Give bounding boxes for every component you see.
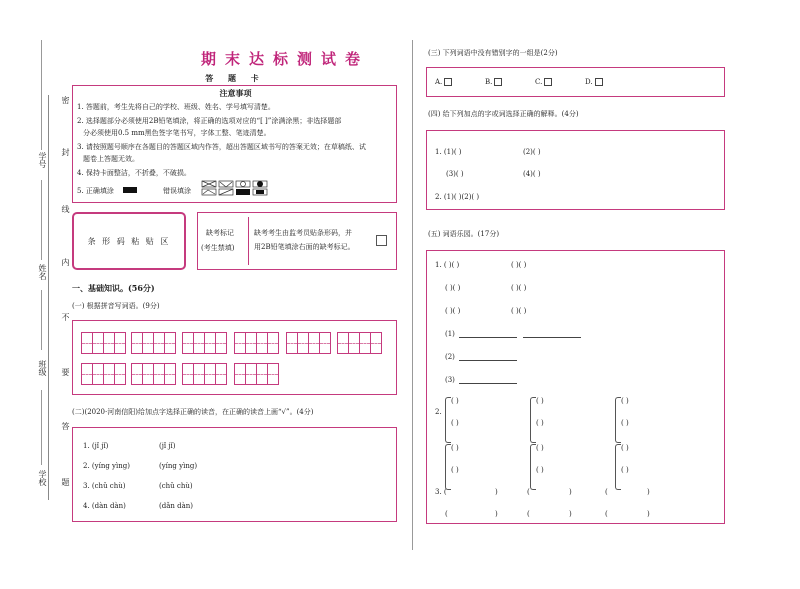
notice-box xyxy=(72,85,397,203)
q5-paren-close: ) xyxy=(647,510,650,518)
q5-row: ( )( ) xyxy=(511,307,527,315)
q5-paren-close: ) xyxy=(495,488,498,496)
q4-row: (4)( ) xyxy=(523,170,541,178)
student-id-label: 学号 xyxy=(38,152,47,168)
q2-row: (jǐ jǐ) xyxy=(159,442,176,450)
q5-title: (五) 词语乐园。(17分) xyxy=(428,230,500,238)
notice-item: 3. 请按照题号顺序在各题目的答题区域内作答，超出答题区域书写的答案无效；在草稿纸、试 xyxy=(77,143,366,151)
q4-row: 1. (1)( ) xyxy=(435,148,462,156)
barcode-label: 条 形 码 粘 贴 区 xyxy=(87,237,171,246)
q5-paren: ( ) xyxy=(451,444,459,452)
binding-mark: 内 xyxy=(61,258,70,266)
q5-q2-label: 2. xyxy=(435,408,442,416)
q5-paren-open: ( xyxy=(605,510,608,518)
absent-mark-box[interactable] xyxy=(376,235,387,246)
pinyin-grid[interactable] xyxy=(131,363,176,385)
notice-title: 注意事项 xyxy=(219,88,252,98)
q2-row: 1. (jǐ jǐ) xyxy=(83,442,109,450)
pinyin-grid[interactable] xyxy=(182,363,227,385)
absent-box xyxy=(197,212,397,270)
q5-paren-open: ( xyxy=(527,510,530,518)
q1-title: (一) 根据拼音写词语。(9分) xyxy=(72,302,160,310)
section1-heading: 一、基础知识。(56分) xyxy=(72,283,155,293)
option-a[interactable]: A. xyxy=(435,78,452,86)
checkbox-icon xyxy=(494,78,502,86)
binding-mark: 要 xyxy=(61,368,70,376)
q5-row: 1. ( )( ) xyxy=(435,261,460,269)
q4-title: (四) 给下列加点的字或词选择正确的解释。(4分) xyxy=(428,110,579,118)
notice-item: 2. 选择题部分必须使用2B铅笔填涂，将正确的选项对应的“[ ]”涂满涂黑；非选择题部 xyxy=(77,117,342,125)
option-c[interactable]: C. xyxy=(535,78,552,86)
notice-item: 分必须使用0.5 mm黑色签字笔书写，字体工整、笔迹清楚。 xyxy=(83,129,271,137)
binding-line xyxy=(48,95,49,500)
q5-paren: ( ) xyxy=(451,466,459,474)
option-b[interactable]: B. xyxy=(485,78,502,86)
pinyin-grid[interactable] xyxy=(337,332,382,354)
school-label: 学校 xyxy=(38,470,47,486)
absent-text: 缺考考生由监考员贴条形码，并 xyxy=(254,229,352,237)
q3-answer-box xyxy=(426,67,725,97)
pinyin-grid[interactable] xyxy=(286,332,331,354)
checkbox-icon xyxy=(544,78,552,86)
absent-label: 缺考标记 xyxy=(206,229,234,237)
absent-sublabel: (考生禁填) xyxy=(201,244,235,252)
pinyin-grid[interactable] xyxy=(81,363,126,385)
q5-row: ( )( ) xyxy=(511,261,527,269)
q2-row: 2. (yíng yìng) xyxy=(83,462,130,470)
q5-paren-open: ( xyxy=(445,510,448,518)
q5-paren: ( ) xyxy=(536,444,544,452)
binding-mark: 线 xyxy=(61,205,70,213)
binding-mark: 不 xyxy=(61,313,70,321)
q2-row: (dǎn dàn) xyxy=(159,502,194,510)
q3-title: (三) 下列词语中没有错别字的一组是(2分) xyxy=(428,49,558,57)
q2-answer-box xyxy=(72,427,397,522)
q2-row: 3. (chǔ chù) xyxy=(83,482,126,490)
binding-mark: 密 xyxy=(61,96,70,104)
q5-q3-label: 3. ( xyxy=(435,488,447,496)
absent-text: 用2B铅笔填涂右面的缺考标记。 xyxy=(254,243,355,251)
q5-paren: ( ) xyxy=(451,397,459,405)
fill-line xyxy=(41,40,42,150)
notice-item: 1. 答题前，考生先将自己的学校、班级、姓名、学号填写清楚。 xyxy=(77,103,275,111)
q5-paren-close: ) xyxy=(495,510,498,518)
checkbox-icon xyxy=(444,78,452,86)
option-d[interactable]: D. xyxy=(585,78,603,86)
q5-paren-open: ( xyxy=(605,488,608,496)
q2-title: (二)(2020·河南信阳)给加点字选择正确的读音，在正确的读音上画“√”。(4分) xyxy=(72,408,314,416)
pinyin-grid[interactable] xyxy=(81,332,126,354)
q5-paren: ( ) xyxy=(621,419,629,427)
q5-row: ( )( ) xyxy=(445,307,461,315)
q5-row: ( )( ) xyxy=(511,284,527,292)
page-title: 期末达标测试卷 xyxy=(200,50,369,68)
q5-paren: ( ) xyxy=(536,397,544,405)
q5-paren: ( ) xyxy=(621,444,629,452)
notice-item: 4. 保持卡面整洁，不折叠，不破损。 xyxy=(77,169,191,177)
absent-divider xyxy=(248,217,249,265)
q5-paren: ( ) xyxy=(451,419,459,427)
q5-sub: (3) xyxy=(445,376,517,384)
checkbox-icon xyxy=(595,78,603,86)
q2-row: (chǔ chù) xyxy=(159,482,193,490)
page-subtitle: 答 题 卡 xyxy=(205,73,265,83)
q5-paren: ( ) xyxy=(621,397,629,405)
q5-sub: (2) xyxy=(445,353,517,361)
q5-paren-close: ) xyxy=(569,488,572,496)
wrong-fill-label: 错误填涂 xyxy=(163,187,191,195)
column-divider xyxy=(412,40,413,550)
q5-row: ( )( ) xyxy=(445,284,461,292)
correct-fill-sample xyxy=(123,187,137,193)
q1-answer-box xyxy=(72,320,397,395)
correct-fill-label: 5. 正确填涂 xyxy=(77,187,114,195)
fill-line xyxy=(41,290,42,350)
binding-mark: 题 xyxy=(61,478,70,486)
q2-row: (yíng yìng) xyxy=(159,462,198,470)
q2-row: 4. (dàn dàn) xyxy=(83,502,126,510)
binding-mark: 封 xyxy=(61,148,70,156)
q5-sub: (1) xyxy=(445,330,581,338)
q5-paren: ( ) xyxy=(536,419,544,427)
q5-paren-open: ( xyxy=(527,488,530,496)
pinyin-grid[interactable] xyxy=(131,332,176,354)
q4-row: (2)( ) xyxy=(523,148,541,156)
fill-line xyxy=(41,390,42,465)
q5-paren-close: ) xyxy=(647,488,650,496)
pinyin-grid[interactable] xyxy=(182,332,227,354)
wrong-fill-samples xyxy=(201,180,269,196)
fill-line xyxy=(41,180,42,260)
q4-answer-box xyxy=(426,130,725,210)
class-label: 班级 xyxy=(38,360,47,376)
notice-item: 题卷上答题无效。 xyxy=(83,155,139,163)
q5-paren: ( ) xyxy=(621,466,629,474)
binding-mark: 答 xyxy=(61,422,70,430)
pinyin-grid[interactable] xyxy=(234,363,279,385)
barcode-area xyxy=(72,212,186,270)
q5-paren-close: ) xyxy=(569,510,572,518)
q4-row: 2. (1)( )(2)( ) xyxy=(435,193,480,201)
q5-paren: ( ) xyxy=(536,466,544,474)
name-label: 姓名 xyxy=(38,264,47,280)
q5-answer-box xyxy=(426,250,725,524)
pinyin-grid[interactable] xyxy=(234,332,279,354)
q4-row: (3)( ) xyxy=(446,170,464,178)
